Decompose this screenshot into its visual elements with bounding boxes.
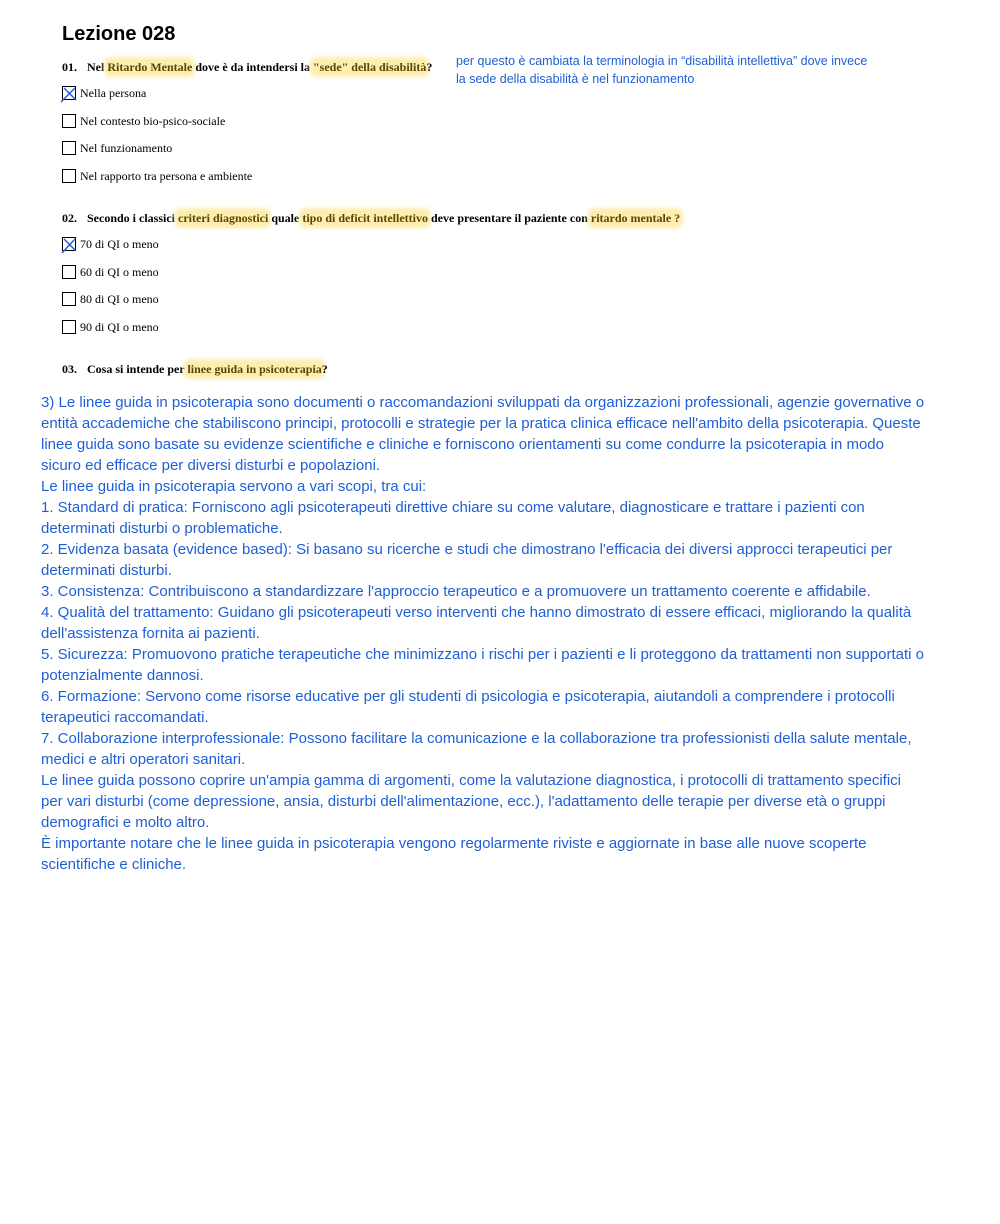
option-label: Nella persona <box>80 85 147 100</box>
answer-list-item: 4. Qualità del trattamento: Guidano gli psicoterapeuti verso interventi che hanno dimostrato di essere efficaci, migliorando la qualità dell'assistenza fornita ai pazienti. <box>41 604 912 642</box>
question-03 <box>62 357 328 381</box>
option-funzionamento[interactable] <box>62 140 172 156</box>
option-label: Nel rapporto tra persona e ambiente <box>80 168 253 183</box>
option-contesto-bio-psico-sociale[interactable] <box>62 113 225 129</box>
option-60-qi[interactable] <box>62 264 159 280</box>
option-rapporto-persona-ambiente[interactable] <box>62 168 252 184</box>
answer-list-item: 2. Evidenza basata (evidence based): Si basano su ricerche e studi che dimostrano l'efficacia dei diversi approcci terapeutici per determinati disturbi. <box>41 541 893 579</box>
option-90-qi[interactable] <box>62 319 159 335</box>
answer-list-item: 1. Standard di pratica: Forniscono agli psicoterapeuti direttive chiare su come valutare, diagnosticare e trattare i pazienti con determinati disturbi o problematiche. <box>41 499 865 537</box>
option-label: 80 di QI o meno <box>80 291 159 306</box>
option-label: 70 di QI o meno <box>80 236 159 251</box>
checkbox[interactable] <box>62 114 76 128</box>
question-text: Cosa si intende per <box>87 362 188 376</box>
highlight-criteri-diagnostici: criteri diagnostici <box>178 211 269 225</box>
question-text: dove è da intendersi la <box>192 60 313 74</box>
answer-paragraph: Le linee guida in psicoterapia servono a vari scopi, tra cui: <box>41 478 427 495</box>
checkbox[interactable] <box>62 141 76 155</box>
answer-paragraph: 3) Le linee guida in psicoterapia sono documenti o raccomandazioni sviluppati da organizzazioni professionali, agenzie governative o entità accademiche che stabiliscono principi, protocolli e strategie per la pratica clinica efficace nell'ambito della psicoterapia. Queste linee guida sono basate su evidenze scientifiche e cliniche e forniscono orientamenti su come condurre la psicoterapia in modo sicuro ed efficace per diversi disturbi e popolazioni. <box>41 394 925 474</box>
highlight-linee-guida: linee guida in psicoterapia <box>187 362 322 376</box>
annotation-q1: per questo è cambiata la terminologia in “disabilità intellettiva” dove invece la sede della disabilità è nel funzionamento <box>456 54 868 86</box>
option-label: Nel funzionamento <box>80 140 173 155</box>
highlight-sede-disabilita: "sede" della disabilità <box>312 60 427 74</box>
answer-list-item: 7. Collaborazione interprofessionale: Possono facilitare la comunicazione e la collaborazione tra professionisti della salute mentale, medici e altri operatori sanitari. <box>41 730 912 768</box>
question-text: ? <box>426 60 433 74</box>
answer-paragraph: Le linee guida possono coprire un'ampia gamma di argomenti, come la valutazione diagnostica, i protocolli di trattamento specifici per vari disturbi (come depressione, ansia, disturbi dell'alimentazione, ecc.), l'adattamento delle terapie per diverse età o gruppi demografici e molto altro. <box>41 772 902 831</box>
checkbox[interactable] <box>62 292 76 306</box>
option-80-qi[interactable] <box>62 291 159 307</box>
highlight-tipo-deficit: tipo di deficit intellettivo <box>302 211 428 225</box>
lesson-title: Lezione 028 <box>62 23 176 45</box>
option-label: 60 di QI o meno <box>80 264 159 279</box>
question-number: 03. <box>62 362 77 376</box>
highlight-ritardo-mentale: ritardo mentale ? <box>590 211 681 225</box>
checkbox-checked[interactable] <box>62 86 76 100</box>
option-label: Nel contesto bio-psico-sociale <box>80 113 226 128</box>
question-01 <box>62 55 432 79</box>
highlight-ritardo-mentale: Ritardo Mentale <box>107 60 193 74</box>
question-text: deve presentare il paziente con <box>428 211 591 225</box>
checkbox[interactable] <box>62 320 76 334</box>
checkbox[interactable] <box>62 169 76 183</box>
answer-list-item: 6. Formazione: Servono come risorse educative per gli studenti di psicologia e psicoterapia, aiutandoli a comprendere i protocolli terapeutici raccomandati. <box>41 688 895 726</box>
option-label: 90 di QI o meno <box>80 319 159 334</box>
checkbox-checked[interactable] <box>62 237 76 251</box>
answer-q3 <box>41 392 926 875</box>
x-check-mark-icon <box>59 85 79 103</box>
question-text: ? <box>321 362 328 376</box>
answer-list-item: 3. Consistenza: Contribuiscono a standardizzare l'approccio terapeutico e a promuovere un trattamento coerente e affidabile. <box>41 583 871 600</box>
checkbox[interactable] <box>62 265 76 279</box>
question-text: quale <box>268 211 303 225</box>
question-text: Secondo i classici <box>87 211 179 225</box>
option-nella-persona[interactable] <box>62 85 146 101</box>
option-70-qi[interactable] <box>62 236 159 252</box>
question-number: 02. <box>62 211 77 225</box>
answer-paragraph: È importante notare che le linee guida in psicoterapia vengono regolarmente riviste e aggiornate in base alle nuove scoperte scientifiche e cliniche. <box>41 835 867 873</box>
question-02 <box>62 206 680 230</box>
question-text: Nel <box>87 60 108 74</box>
answer-list-item: 5. Sicurezza: Promuovono pratiche terapeutiche che minimizzano i rischi per i pazienti e li proteggono da trattamenti non supportati o potenzialmente dannosi. <box>41 646 924 684</box>
question-number: 01. <box>62 60 77 74</box>
x-check-mark-icon <box>59 236 79 254</box>
